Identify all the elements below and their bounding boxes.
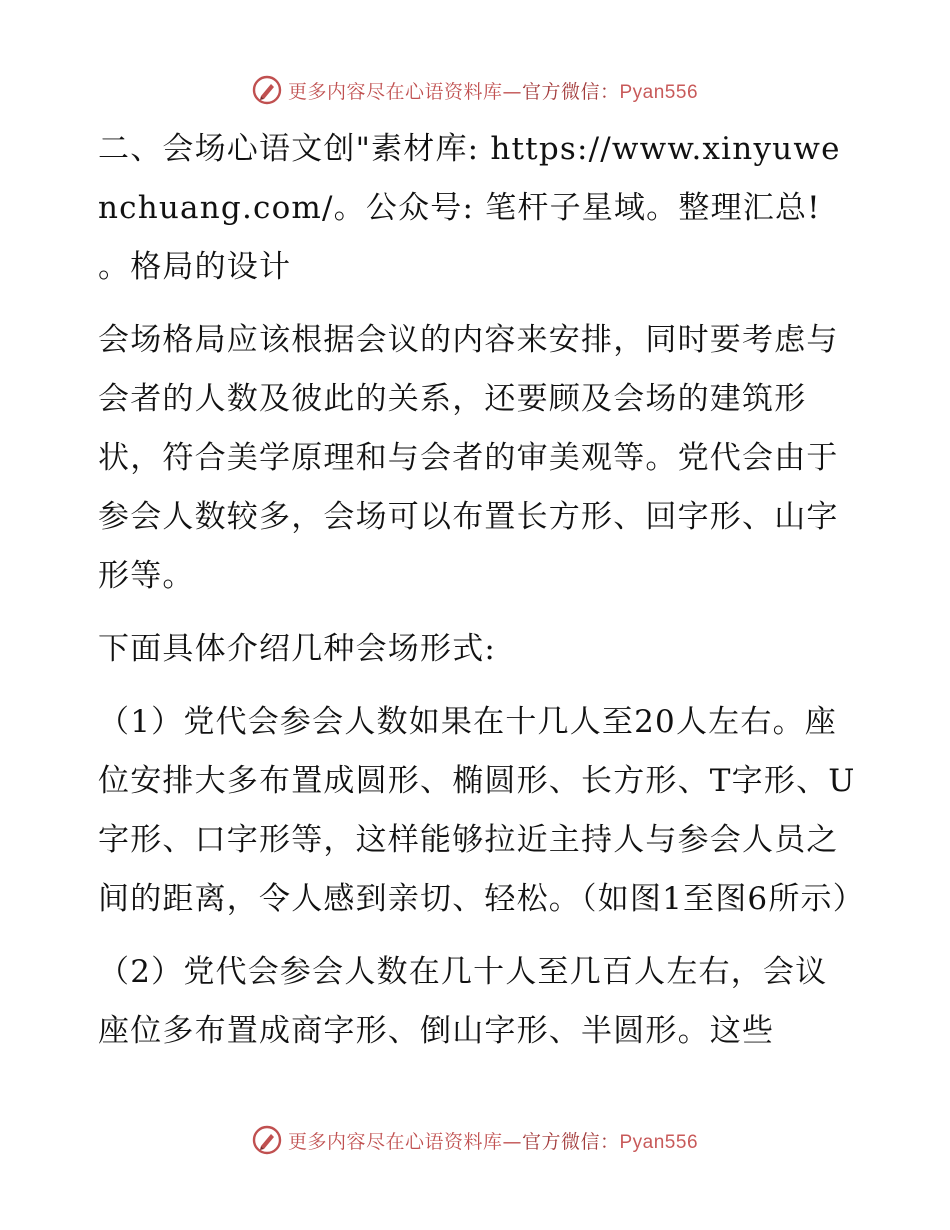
paragraph: （2）党代会参会人数在几十人至几百人左右，会议座位多布置成商字形、倒山字形、半圆形。这些: [98, 954, 828, 1049]
banner-dash: —: [502, 80, 522, 103]
header-banner: [0, 72, 950, 108]
banner-label: 官方微信：: [521, 1130, 620, 1153]
footer-banner: [0, 1122, 950, 1158]
document-body: [98, 120, 865, 1075]
banner-dash: —: [502, 1130, 522, 1153]
banner-slogan: 更多内容尽在心语资料库: [287, 80, 503, 103]
pen-logo-icon: [252, 75, 282, 105]
banner-label: 官方微信：: [521, 80, 620, 103]
paragraph: 会场格局应该根据会议的内容来安排，同时要考虑与会者的人数及彼此的关系，还要顾及会场的建筑形状，符合美学原理和与会者的审美观等。党代会由于参会人数较多，会场可以布置长方形、回字形、山字形等。: [98, 322, 839, 594]
banner-text: [288, 77, 698, 104]
paragraph-heading: 二、会场心语文创"素材库: https://www.xinyuwenchuang.com/。公众号: 笔杆子星域。整理汇总! 。格局的设计: [98, 131, 841, 285]
paragraph: （1）党代会参会人数如果在十几人至20人左右。座位安排大多布置成圆形、椭圆形、长方形、T字形、U字形、口字形等，这样能够拉近主持人与参会人员之间的距离，令人感到亲切、轻松。（如图1至图6所示）: [98, 704, 865, 917]
banner-text: [288, 1127, 698, 1154]
banner-handle: Pyan556: [619, 1131, 699, 1153]
banner-slogan: 更多内容尽在心语资料库: [287, 1130, 503, 1153]
banner-handle: Pyan556: [619, 81, 699, 103]
pen-logo-icon: [252, 1125, 282, 1155]
paragraph: 下面具体介绍几种会场形式:: [98, 631, 497, 667]
